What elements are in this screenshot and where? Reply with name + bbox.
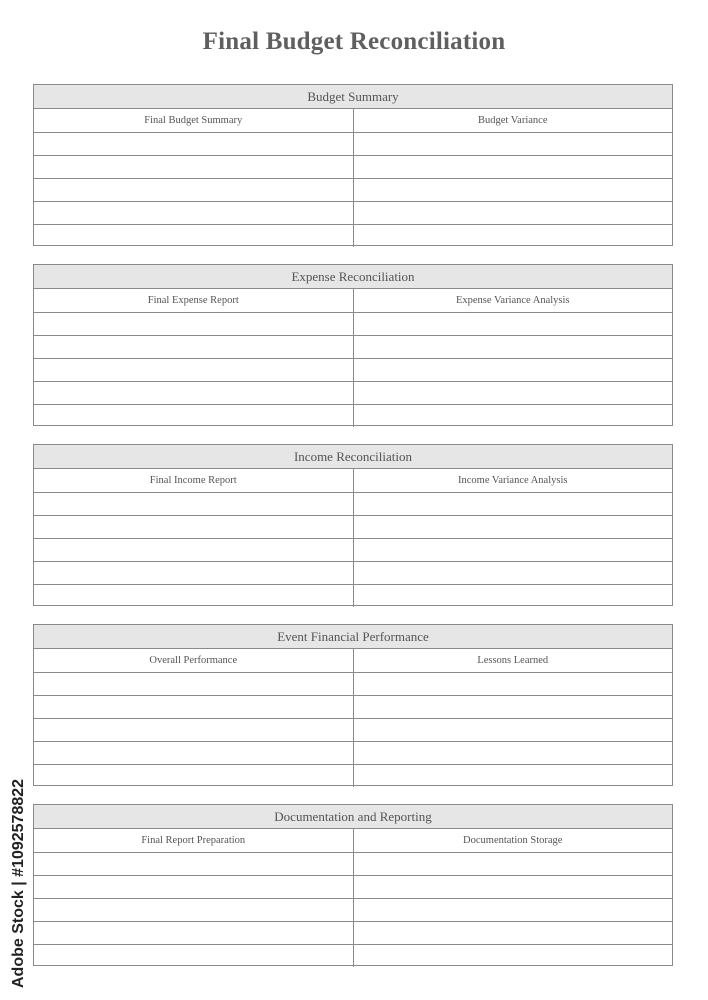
column-header-left: Overall Performance (149, 655, 238, 666)
table-cell[interactable] (353, 696, 673, 718)
section-header: Budget Summary (34, 85, 672, 108)
table-cell[interactable] (34, 696, 353, 718)
table-row (34, 718, 672, 741)
table-cell[interactable] (353, 922, 673, 944)
column-header-right: Lessons Learned (353, 649, 673, 672)
table-cell[interactable] (34, 876, 353, 898)
column-header-left: Final Report Preparation (141, 835, 246, 846)
table-cell[interactable] (353, 899, 673, 921)
table-row (34, 898, 672, 921)
table-cell[interactable] (353, 673, 673, 695)
section-header: Event Financial Performance (34, 625, 672, 648)
table-row (34, 584, 672, 607)
table-cell[interactable] (353, 493, 673, 515)
table-cell[interactable] (34, 179, 353, 201)
table-cell[interactable] (353, 202, 673, 224)
table-row (34, 335, 672, 358)
table-cell[interactable] (34, 539, 353, 561)
table-cell[interactable] (34, 313, 353, 335)
column-header-right: Expense Variance Analysis (353, 289, 673, 312)
column-header-row (34, 108, 672, 132)
table-row (34, 672, 672, 695)
table-row (34, 515, 672, 538)
table-cell[interactable] (34, 156, 353, 178)
section-event-financial-performance (33, 624, 673, 786)
table-cell[interactable] (353, 225, 673, 247)
table-cell[interactable] (34, 562, 353, 584)
table-cell[interactable] (34, 673, 353, 695)
stock-watermark: Adobe Stock | #1092578822 (10, 778, 27, 988)
table-cell[interactable] (34, 742, 353, 764)
column-header-row (34, 828, 672, 852)
column-header-left: Final Expense Report (147, 295, 239, 306)
table-row (34, 741, 672, 764)
table-cell[interactable] (353, 516, 673, 538)
table-row (34, 561, 672, 584)
column-header-row (34, 288, 672, 312)
table-cell[interactable] (353, 876, 673, 898)
table-row (34, 695, 672, 718)
section-header: Income Reconciliation (34, 445, 672, 468)
table-cell[interactable] (353, 336, 673, 358)
column-header-left: Final Budget Summary (144, 115, 243, 126)
table-cell[interactable] (34, 382, 353, 404)
table-cell[interactable] (34, 719, 353, 741)
column-header-left: Final Income Report (149, 475, 237, 486)
table-cell[interactable] (353, 562, 673, 584)
table-row (34, 178, 672, 201)
table-cell[interactable] (34, 765, 353, 787)
table-cell[interactable] (353, 313, 673, 335)
table-row (34, 312, 672, 335)
table-cell[interactable] (34, 202, 353, 224)
table-row (34, 921, 672, 944)
table-cell[interactable] (34, 585, 353, 607)
page-title: Final Budget Reconciliation (202, 28, 506, 55)
table-cell[interactable] (353, 765, 673, 787)
column-header-right: Budget Variance (353, 109, 673, 132)
table-row (34, 201, 672, 224)
table-row (34, 132, 672, 155)
section-budget-summary (33, 84, 673, 246)
table-cell[interactable] (34, 516, 353, 538)
table-cell[interactable] (353, 156, 673, 178)
table-cell[interactable] (34, 359, 353, 381)
table-cell[interactable] (353, 585, 673, 607)
table-cell[interactable] (353, 719, 673, 741)
table-cell[interactable] (34, 853, 353, 875)
table-row (34, 404, 672, 427)
table-cell[interactable] (34, 493, 353, 515)
column-header-row (34, 648, 672, 672)
table-cell[interactable] (353, 539, 673, 561)
table-cell[interactable] (353, 945, 673, 967)
table-cell[interactable] (353, 359, 673, 381)
table-row (34, 875, 672, 898)
column-header-row (34, 468, 672, 492)
column-header-right: Documentation Storage (353, 829, 673, 852)
table-cell[interactable] (34, 405, 353, 427)
table-row (34, 944, 672, 967)
section-header: Documentation and Reporting (34, 805, 672, 828)
table-row (34, 852, 672, 875)
table-row (34, 224, 672, 247)
table-cell[interactable] (34, 133, 353, 155)
column-header-right: Income Variance Analysis (353, 469, 673, 492)
table-row (34, 381, 672, 404)
table-row (34, 358, 672, 381)
section-expense-reconciliation (33, 264, 673, 426)
table-cell[interactable] (353, 133, 673, 155)
section-header: Expense Reconciliation (34, 265, 672, 288)
table-row (34, 492, 672, 515)
table-cell[interactable] (34, 225, 353, 247)
table-row (34, 764, 672, 787)
section-documentation-and-reporting (33, 804, 673, 966)
table-cell[interactable] (34, 336, 353, 358)
table-cell[interactable] (34, 945, 353, 967)
table-cell[interactable] (353, 405, 673, 427)
table-cell[interactable] (34, 922, 353, 944)
table-cell[interactable] (353, 853, 673, 875)
table-cell[interactable] (353, 179, 673, 201)
table-row (34, 538, 672, 561)
table-row (34, 155, 672, 178)
table-cell[interactable] (34, 899, 353, 921)
table-cell[interactable] (353, 742, 673, 764)
section-income-reconciliation (33, 444, 673, 606)
table-cell[interactable] (353, 382, 673, 404)
